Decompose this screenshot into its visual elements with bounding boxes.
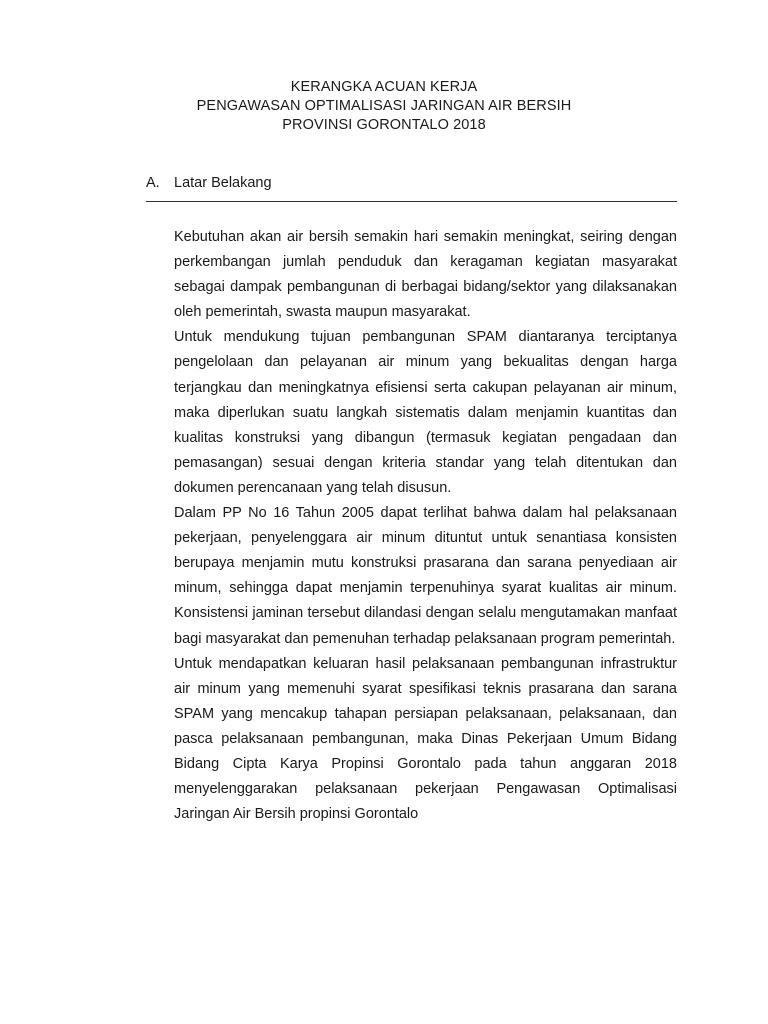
section-body bbox=[174, 225, 677, 827]
title-line-1: KERANGKA ACUAN KERJA bbox=[290, 79, 478, 95]
paragraph-2: Untuk mendukung tujuan pembangunan SPAM diantaranya terciptanya pengelolaan dan pelayanan air minum yang bekualitas dengan harga terjangkau dan meningkatnya efisiensi serta cakupan pelayanan air minum, maka diperlukan suatu langkah sistematis dalam menjamin kuantitas dan kualitas konstruksi yang dibangun (termasuk kegiatan pengadaan dan pemasangan) sesuai dengan kriteria standar yang telah ditentukan dan dokumen perencanaan yang telah disusun. bbox=[174, 329, 677, 496]
section-title: Latar Belakang bbox=[174, 175, 272, 191]
document-title bbox=[0, 78, 768, 135]
section-divider bbox=[146, 201, 677, 202]
section-heading bbox=[146, 174, 272, 193]
paragraph-3: Dalam PP No 16 Tahun 2005 dapat terlihat bahwa dalam hal pelaksanaan pekerjaan, penyelenggara air minum dituntut untuk senantiasa konsisten berupaya menjamin mutu konstruksi prasarana dan sarana penyediaan air minum, sehingga dapat menjamin terpenuhinya syarat kualitas air minum. Konsistensi jaminan tersebut dilandasi dengan selalu mengutamakan manfaat bagi masyarakat dan pemenuhan terhadap pelaksanaan program pemerintah. bbox=[174, 505, 677, 647]
paragraph-4: Untuk mendapatkan keluaran hasil pelaksanaan pembangunan infrastruktur air minum yang memenuhi syarat spesifikasi teknis prasarana dan sarana SPAM yang mencakup tahapan persiapan pelaksanaan, pelaksanaan, dan pasca pelaksanaan pembangunan, maka Dinas Pekerjaan Umum Bidang Bidang Cipta Karya Propinsi Gorontalo pada tahun anggaran 2018 menyelenggarakan pelaksanaan pekerjaan Pengawasan Optimalisasi Jaringan Air Bersih propinsi Gorontalo bbox=[174, 655, 677, 823]
title-line-2: PENGAWASAN OPTIMALISASI JARINGAN AIR BERSIH bbox=[196, 98, 572, 114]
section-letter: A. bbox=[146, 175, 160, 191]
paragraph-1: Kebutuhan akan air bersih semakin hari semakin meningkat, seiring dengan perkembangan jumlah penduduk dan keragaman kegiatan masyarakat sebagai dampak pembangunan di berbagai bidang/sektor yang dilaksanakan oleh pemerintah, swasta maupun masyarakat. bbox=[174, 229, 677, 321]
title-line-3: PROVINSI GORONTALO 2018 bbox=[282, 117, 486, 133]
